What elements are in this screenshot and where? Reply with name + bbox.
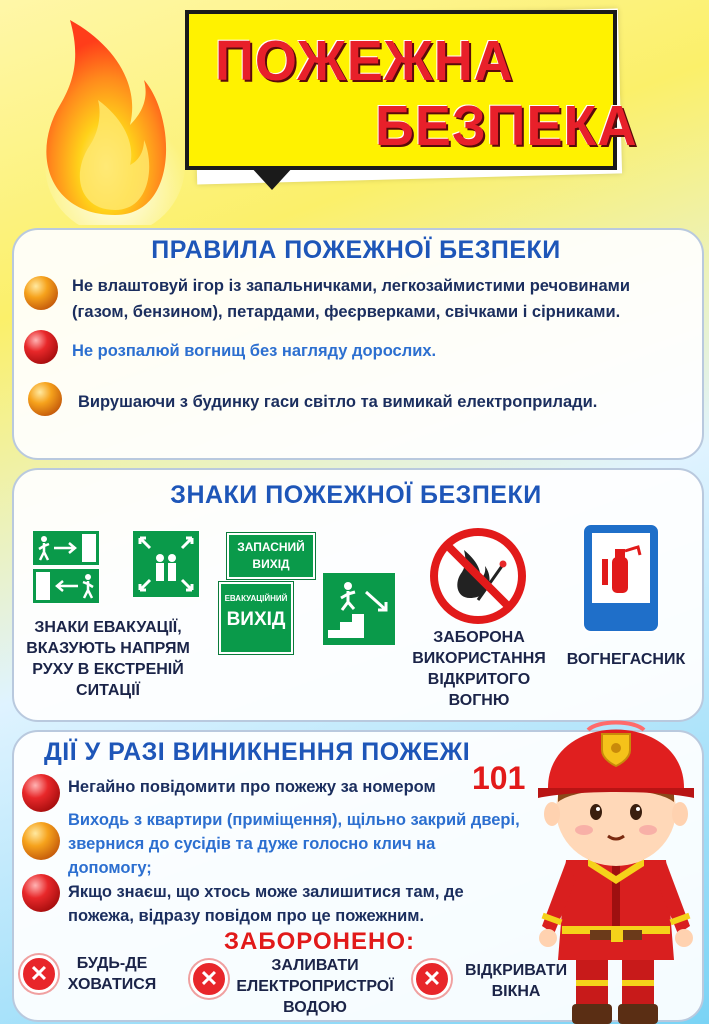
evacuation-exit-sign-bottom: ВИХІД <box>226 609 286 630</box>
caption-prohibition-line: ЗАБОРОНА <box>433 629 525 646</box>
caption-extinguisher: ВОГНЕГАСНИК <box>566 651 686 668</box>
title-banner-tail <box>250 166 294 190</box>
forbidden-hide-line: БУДЬ-ДЕ <box>76 955 148 972</box>
exit-left-sign-icon <box>32 568 100 604</box>
assembly-point-sign-icon <box>132 530 200 598</box>
fire-extinguisher-sign-icon <box>582 523 660 633</box>
evacuation-exit-sign-top: ЕВАКУАЦІЙНИЙ <box>224 594 288 603</box>
emergency-exit-sign-text: ЗАПАСНИЙ ВИХІД <box>237 540 305 571</box>
emergency-number: 101 <box>472 760 526 796</box>
caption-evacuation-line: РУХУ В ЕКСТРЕНІЙ <box>32 661 184 678</box>
action-3 <box>68 880 464 928</box>
prohibited-x-icon: ✕ <box>413 960 451 998</box>
rule-1-line-1: Не влаштовуй ігор із запальничками, легкозаймистими речовинами <box>72 277 630 295</box>
actions-heading: ДІЇ У РАЗІ ВИНИКНЕННЯ ПОЖЕЖІ <box>44 738 471 766</box>
firefighter-boy-illustration <box>528 690 704 1024</box>
action-3-line: Якщо знаєш, що хтось може залишитися там, де <box>68 883 464 901</box>
forbidden-water-line: ЗАЛИВАТИ <box>271 957 359 974</box>
caption-prohibition-line: ВИКОРИСТАННЯ <box>412 650 546 667</box>
action-2-line: допомогу; <box>68 859 152 877</box>
caption-evacuation-line: ЗНАКИ ЕВАКУАЦІЇ, <box>34 619 182 636</box>
rules-heading: ПРАВИЛА ПОЖЕЖНОЇ БЕЗПЕКИ <box>151 236 561 264</box>
rule-3: Вирушаючи з будинку гаси світло та вимикай електроприлади. <box>78 393 598 411</box>
forbidden-hide <box>62 953 162 995</box>
title-line-2: БЕЗПЕКА <box>375 94 638 158</box>
stairs-exit-sign-icon <box>322 572 396 646</box>
bullet-orange-icon <box>22 822 60 860</box>
bullet-orange-icon <box>28 382 62 416</box>
forbidden-water-line: ВОДОЮ <box>283 999 347 1016</box>
caption-prohibition-line: ВІДКРИТОГО <box>427 671 531 688</box>
evacuation-exit-sign <box>219 582 293 654</box>
forbidden-windows-line: ВІКНА <box>491 983 541 1000</box>
forbidden-water <box>232 955 398 1018</box>
forbidden-windows-line: ВІДКРИВАТИ <box>464 962 568 979</box>
no-open-fire-sign-icon <box>430 528 526 624</box>
action-2-line: звернися до сусідів та дуже голосно клич на <box>68 835 436 853</box>
prohibited-x-icon: ✕ <box>190 960 228 998</box>
action-2 <box>68 808 520 880</box>
title-line-1: ПОЖЕЖНА <box>215 29 514 93</box>
flame-icon <box>20 15 190 225</box>
rule-2: Не розпалюй вогнищ без нагляду дорослих. <box>72 342 437 360</box>
forbidden-hide-line: ХОВАТИСЯ <box>67 976 157 993</box>
signs-heading: ЗНАКИ ПОЖЕЖНОЇ БЕЗПЕКИ <box>170 481 542 509</box>
forbidden-water-line: ЕЛЕКТРОПРИСТРОЇ <box>236 978 394 995</box>
prohibited-x-icon: ✕ <box>20 955 58 993</box>
bullet-red-icon <box>22 774 60 812</box>
bullet-red-icon <box>24 330 58 364</box>
bullet-red-icon <box>22 874 60 912</box>
exit-right-sign-icon <box>32 530 100 566</box>
caption-prohibition-line: ВОГНЮ <box>448 692 510 709</box>
rule-1-line-2: (газом, бензином), петардами, феєрверками, свічками і сірниками. <box>72 303 621 321</box>
bullet-orange-icon <box>24 276 58 310</box>
caption-evacuation-line: СИТАЦІЇ <box>76 682 140 699</box>
action-3-line: пожежа, відразу повідом про це пожежним. <box>68 907 425 925</box>
action-1: Негайно повідомити про пожежу за номером <box>68 778 436 796</box>
emergency-exit-sign <box>227 533 315 579</box>
action-2-line: Виходь з квартири (приміщення), щільно закрий двері, <box>68 811 520 829</box>
caption-evacuation <box>24 617 192 701</box>
caption-evacuation-line: ВКАЗУЮТЬ НАПРЯМ <box>26 640 190 657</box>
forbidden-label: ЗАБОРОНЕНО: <box>224 928 415 955</box>
